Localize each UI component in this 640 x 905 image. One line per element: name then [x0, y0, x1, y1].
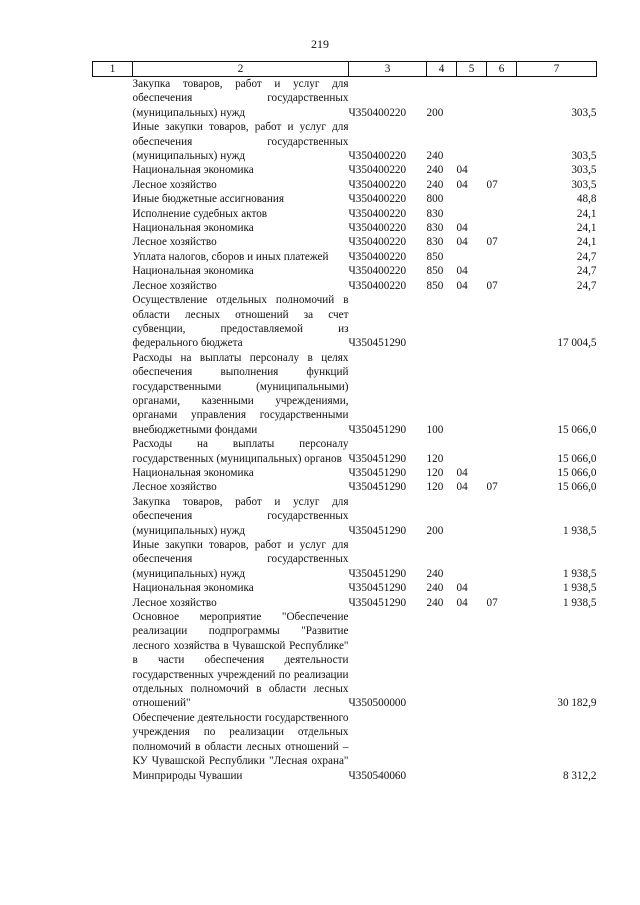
table-row [93, 610, 597, 711]
row-code: Ч350400220 [348, 236, 407, 249]
row-pr [487, 120, 517, 163]
table-row [93, 581, 597, 595]
budget-table [92, 61, 597, 783]
table-row [93, 711, 597, 783]
row-kvr: 850 [426, 250, 444, 263]
row-pr [487, 495, 517, 538]
row-pr: 07 [486, 178, 498, 191]
row-name: Исполнение судебных актов [132, 207, 268, 220]
row-rz [457, 192, 487, 206]
row-name: Национальная экономика [132, 222, 254, 235]
table-row [93, 192, 597, 206]
row-pr [487, 250, 517, 264]
row-kvr: 800 [426, 193, 444, 206]
row-pr: 07 [486, 236, 498, 249]
row-pr [487, 207, 517, 221]
row-rz [457, 610, 487, 711]
row-amount: 17 004,5 [557, 337, 597, 350]
row-code: Ч350451290 [348, 596, 407, 609]
row-kvr [427, 293, 457, 351]
table-row [93, 466, 597, 480]
row-rz [457, 293, 487, 351]
row-pr [487, 581, 517, 595]
row-kvr: 830 [426, 222, 444, 235]
row-pr: 07 [486, 279, 498, 292]
row-code: Ч350400220 [348, 207, 407, 220]
row-name: Осуществление отдельных полномочий в области лесных отношений за счет субвенции, предоставляемой из федерального бюджета [132, 294, 349, 350]
table-row [93, 351, 597, 437]
row-rz [457, 495, 487, 538]
row-name: Закупка товаров, работ и услуг для обеспечения государственных (муниципальных) нужд [132, 495, 349, 537]
row-amount: 1 938,5 [562, 524, 597, 537]
header-col-5: 5 [457, 62, 487, 77]
row-amount: 1 938,5 [562, 596, 597, 609]
row-name: Лесное хозяйство [132, 481, 217, 494]
row-name: Национальная экономика [132, 466, 254, 479]
row-code: Ч350451290 [348, 423, 407, 436]
row-rz: 04 [456, 164, 468, 177]
row-amount: 24,1 [576, 236, 597, 249]
row-rz: 04 [456, 596, 468, 609]
row-kvr: 120 [426, 452, 444, 465]
row-amount: 1 938,5 [562, 582, 597, 595]
table-row [93, 207, 597, 221]
row-amount: 303,5 [571, 164, 597, 177]
row-kvr: 240 [426, 567, 444, 580]
header-col-1: 1 [93, 62, 133, 77]
row-kvr: 240 [426, 178, 444, 191]
table-row [93, 163, 597, 177]
row-kvr: 200 [426, 106, 444, 119]
row-name: Расходы на выплаты персоналу государственных (муниципальных) органов [132, 438, 349, 465]
row-rz: 04 [456, 279, 468, 292]
row-kvr: 240 [426, 150, 444, 163]
row-kvr: 850 [426, 265, 444, 278]
row-rz [457, 437, 487, 466]
table-row [93, 480, 597, 494]
table-row [93, 437, 597, 466]
header-col-7: 7 [517, 62, 597, 77]
row-amount: 8 312,2 [562, 769, 597, 782]
row-pr [487, 77, 517, 121]
table-row [93, 221, 597, 235]
row-amount: 24,7 [576, 279, 597, 292]
row-name: Закупка товаров, работ и услуг для обеспечения государственных (муниципальных) нужд [132, 78, 349, 119]
row-code: Ч350400220 [348, 164, 407, 177]
table-row [93, 250, 597, 264]
row-rz: 04 [456, 466, 468, 479]
table-row [93, 279, 597, 293]
table-row [93, 293, 597, 351]
row-code: Ч350451290 [348, 452, 407, 465]
row-code: Ч350400220 [348, 193, 407, 206]
row-pr [487, 264, 517, 278]
row-name: Лесное хозяйство [132, 236, 217, 249]
row-kvr [427, 711, 457, 783]
row-code: Ч350451290 [348, 466, 407, 479]
header-col-6: 6 [487, 62, 517, 77]
row-pr: 07 [486, 596, 498, 609]
row-code: Ч350400220 [348, 106, 407, 119]
row-amount: 15 066,0 [557, 452, 597, 465]
row-name: Национальная экономика [132, 265, 254, 278]
row-name: Расходы на выплаты персоналу в целях обеспечения выполнения функций государственными (муниципальными) органами, казенными учреждениями, органами управления государственными внебюджетными фондами [132, 351, 349, 436]
row-code: Ч350451290 [348, 524, 407, 537]
row-code: Ч350400220 [348, 279, 407, 292]
row-pr [487, 163, 517, 177]
row-rz: 04 [456, 582, 468, 595]
table-row [93, 77, 597, 121]
row-rz: 04 [456, 236, 468, 249]
row-rz [457, 351, 487, 437]
row-amount: 15 066,0 [557, 423, 597, 436]
table-row [93, 538, 597, 581]
row-rz: 04 [456, 265, 468, 278]
row-name: Лесное хозяйство [132, 279, 217, 292]
row-kvr: 830 [426, 207, 444, 220]
row-kvr: 200 [426, 524, 444, 537]
row-rz: 04 [456, 178, 468, 191]
row-code: Ч350451290 [348, 567, 407, 580]
row-name: Лесное хозяйство [132, 178, 217, 191]
row-pr [487, 466, 517, 480]
row-pr: 07 [486, 481, 498, 494]
row-amount: 24,1 [576, 207, 597, 220]
row-code: Ч350451290 [348, 337, 407, 350]
row-name: Обеспечение деятельности государственного учреждения по реализации отдельных полномочий в области лесных отношений – КУ Чувашской Республики "Лесная охрана" Минприроды Чувашии [132, 711, 349, 782]
row-rz [457, 77, 487, 121]
row-name: Лесное хозяйство [132, 596, 217, 609]
row-rz [457, 711, 487, 783]
page-number: 219 [311, 37, 329, 51]
row-rz [457, 250, 487, 264]
table-row [93, 178, 597, 192]
table-row [93, 235, 597, 249]
row-pr [487, 293, 517, 351]
row-kvr: 240 [426, 582, 444, 595]
row-name: Национальная экономика [132, 582, 254, 595]
row-code: Ч350451290 [348, 481, 407, 494]
row-amount: 15 066,0 [557, 481, 597, 494]
row-pr [487, 610, 517, 711]
row-code: Ч350500000 [348, 697, 407, 710]
row-amount: 30 182,9 [557, 697, 597, 710]
table-row [93, 596, 597, 610]
row-kvr: 830 [426, 236, 444, 249]
row-amount: 24,1 [576, 222, 597, 235]
row-code: Ч350540060 [348, 769, 407, 782]
row-pr [487, 538, 517, 581]
row-pr [487, 711, 517, 783]
row-rz: 04 [456, 481, 468, 494]
row-kvr: 120 [426, 466, 444, 479]
table-body [93, 77, 597, 783]
row-rz [457, 538, 487, 581]
row-code: Ч350400220 [348, 150, 407, 163]
header-col-4: 4 [427, 62, 457, 77]
row-name: Иные бюджетные ассигнования [132, 193, 284, 206]
row-code: Ч350400220 [348, 250, 407, 263]
row-amount: 303,5 [571, 178, 597, 191]
row-pr [487, 437, 517, 466]
row-amount: 303,5 [571, 150, 597, 163]
row-pr [487, 192, 517, 206]
row-amount: 48,8 [576, 193, 597, 206]
row-name: Основное мероприятие "Обеспечение реализации подпрограммы "Развитие лесного хозяйства в Чувашской Республике" в части обеспечения деятельности государственных учреждений по реализации отдельных полномочий в области лесных отношений" [132, 611, 349, 710]
row-rz [457, 207, 487, 221]
row-rz: 04 [456, 222, 468, 235]
row-kvr: 120 [426, 481, 444, 494]
row-kvr: 240 [426, 164, 444, 177]
row-amount: 303,5 [571, 106, 597, 119]
row-name: Национальная экономика [132, 164, 254, 177]
table-row [93, 120, 597, 163]
row-code: Ч350400220 [348, 178, 407, 191]
header-col-2: 2 [133, 62, 349, 77]
row-code: Ч350451290 [348, 582, 407, 595]
table-row [93, 495, 597, 538]
row-pr [487, 221, 517, 235]
row-amount: 15 066,0 [557, 466, 597, 479]
row-name: Иные закупки товаров, работ и услуг для обеспечения государственных (муниципальных) нужд [132, 121, 349, 163]
row-pr [487, 351, 517, 437]
row-code: Ч350400220 [348, 265, 407, 278]
row-kvr: 240 [426, 596, 444, 609]
row-amount: 1 938,5 [562, 567, 597, 580]
row-name: Уплата налогов, сборов и иных платежей [132, 250, 329, 263]
row-code: Ч350400220 [348, 222, 407, 235]
row-kvr [427, 610, 457, 711]
table-row [93, 264, 597, 278]
row-kvr: 850 [426, 279, 444, 292]
row-amount: 24,7 [576, 265, 597, 278]
row-amount: 24,7 [576, 250, 597, 263]
header-col-3: 3 [349, 62, 427, 77]
row-name: Иные закупки товаров, работ и услуг для обеспечения государственных (муниципальных) нужд [132, 539, 349, 580]
table-header [93, 62, 597, 77]
row-rz [457, 120, 487, 163]
row-kvr: 100 [426, 423, 444, 436]
